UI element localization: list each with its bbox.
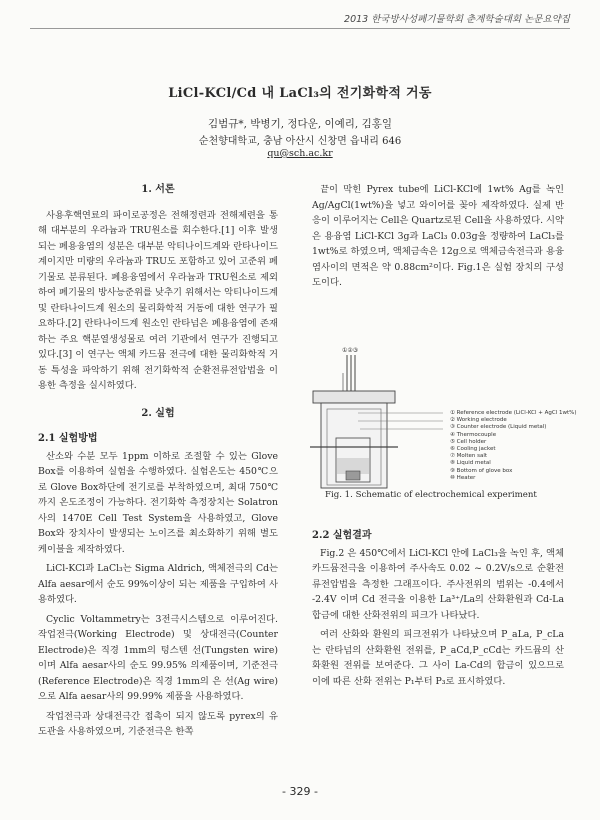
method-paragraph-4: 작업전극과 상대전극간 접촉이 되지 않도록 pyrex의 유도관을 사용하였으며, 기준전극은 한쪽 [38, 710, 278, 737]
result-heading: 2.2 실험결과 [312, 530, 372, 541]
author-list: 김범규*, 박병기, 정다운, 이예리, 김홍일 [207, 118, 393, 130]
paper-title: LiCl-KCl/Cd 내 LaCl₃의 전기화학적 거동 [168, 86, 432, 101]
legend-item: ⑦ Molten salt [450, 453, 488, 460]
running-header: 2013 한국방사성폐기물학회 춘계학술대회 논문요약집 [344, 14, 570, 25]
header-rule [30, 28, 570, 29]
legend-item: ⑥ Cooling jacket [450, 446, 496, 453]
method-paragraph-3: Cyclic Voltammetry는 3전극시스템으로 이루어진다. 작업전극(Working Electrode) 및 상대전극(Counter Electrode)은 직경 1mm의 텅스텐 선(Tungsten wire)이며 Alfa aesar사의 순도 99.95% 의제품이며, 기준전극(Reference Electrode)은 직경 1mm의 은 선(Ag wire)으로 Alfa aesar사의 99.99% 제품을 사용하였다. [38, 613, 278, 702]
legend-item: ⑨ Bottom of glove box [450, 467, 513, 474]
method-paragraph-2: LiCl-KCl과 LaCl₃는 Sigma Aldrich, 액체전극의 Cd는 Alfa aesar에서 순도 99%이상이 되는 제품을 구입하여 사용하였다. [38, 563, 278, 605]
left-column [38, 182, 278, 744]
legend-item: ⑧ Liquid metal [450, 460, 491, 467]
affiliation: 순천향대학교, 충남 아산시 신창면 읍내리 646 [198, 136, 402, 147]
figure-top-labels: ①②③ [342, 347, 359, 354]
legend-item: ③ Counter electrode (Liquid metal) [450, 424, 547, 431]
result-paragraph-1: Fig.2 은 450℃에서 LiCl-KCl 안에 LaCl₃을 녹인 후, 액체카드뮴전극을 이용하여 주사속도 0.02 ~ 0.2V/s으로 순환전류전압법을 측정한 그래프이다. 주사전위의 범위는 -0.4에서 -2.4V 이며 Cd 전극을 이용한 La³⁺/La의 산화환원과 Cd-La 합금에 대한 산화전위의 피크가 나타났다. [312, 547, 564, 621]
method-continued-paragraph: 끝이 막힌 Pyrex tube에 LiCl-KCl에 1wt% Ag를 녹인Ag/AgCl(1wt%)을 넣고 와이어를 꽂아 제작하였다. 실제 반응이 이루어지는 Cell은 Quartz로된 Cell을 사용하였다. 시약은 용융염 LiCl-KCl 3g과 LaCl₃ 0.03g을 정량하여 LaCl₃를 1wt%로 하였으며, 액체금속은 12g으로 액체금속전극과 용융염사이의 면적은 약 0.88cm²이다. Fig.1은 실험 장치의 구성도이다. [312, 184, 564, 288]
legend-item: ① Reference electrode (LiCl-KCl + AgCl 1wt%) [450, 410, 577, 416]
experiment-heading: 2. 실험 [141, 407, 175, 419]
figure-legend [450, 410, 577, 482]
contact-email[interactable]: qu@sch.ac.kr [267, 148, 333, 159]
right-column-top [312, 182, 564, 295]
result-paragraph-2: 여러 산화와 환원의 피크전위가 나타났으며 P_aLa, P_cLa는 란타넘의 산화환원 전위를, P_aCd,P_cCd는 카드뮴의 산화환원 전위를 보여준다. 그 사이 La-Cd의 합금이 있으므로 이에 따른 산화 전위는 P₁부터 P₃로 표시하였다. [312, 629, 564, 687]
legend-item: ② Working electrode [450, 417, 507, 424]
legend-item: ⑤ Cell holder [450, 438, 487, 445]
page-number: - 329 - [282, 785, 318, 798]
method-paragraph-1: 산소와 수분 모두 1ppm 이하로 조절할 수 있는 Glove Box를 이용하여 실험을 수행하였다. 실험온도는 450℃으로 Glove Box하단에 전기로를 부착하였으며, 최대 750℃까지 온도조정이 가능하다. 전기화학 측정장치는 Solatron사의 1470E Cell Test System을 사용하였고, Glove Box와 장치사이 발생되는 노이즈를 최소화하기 위해 별도 케이블을 제작하였다. [38, 450, 278, 555]
right-column-bottom [312, 520, 564, 693]
legend-item: ④ Thermocouple [450, 431, 497, 438]
method-heading: 2.1 실험방법 [38, 433, 98, 444]
intro-heading: 1. 서론 [141, 184, 175, 195]
figure-caption: Fig. 1. Schematic of electrochemical experiment [325, 490, 537, 500]
intro-paragraph: 사용후핵연료의 파이로공정은 전해정련과 전해제련을 통해 대부분의 우라늄과 TRU원소를 회수한다.[1] 이후 발생되는 폐용융염의 성분은 대부분 악티나이드계와 란타나이드계이지만 미량의 우라늄과 TRU도 포함하고 있어 고준위 폐기물로 분류된다. 폐용융염에서 우라늄과 TRU원소로 제외하여 폐기물의 방사능준위를 낮추기 위해서는 악티나이드계 및 란타나이드계 원소의 물리화학적 거동에 대한 연구가 필요하다.[2] 란타나이드계 원소인 란타넘은 폐용융염에 존재하는 주요 핵분열생성물로 여러 기관에서 연구가 진행되고 있다.[3] 이 연구는 액체 카드뮴 전극에 대한 물리화학적 거동 특성을 파악하기 위해 전기화학적 순환전류전압법을 이용한 측정을 실시하였다. [38, 209, 278, 391]
legend-item: ⑩ Heater [450, 474, 476, 481]
